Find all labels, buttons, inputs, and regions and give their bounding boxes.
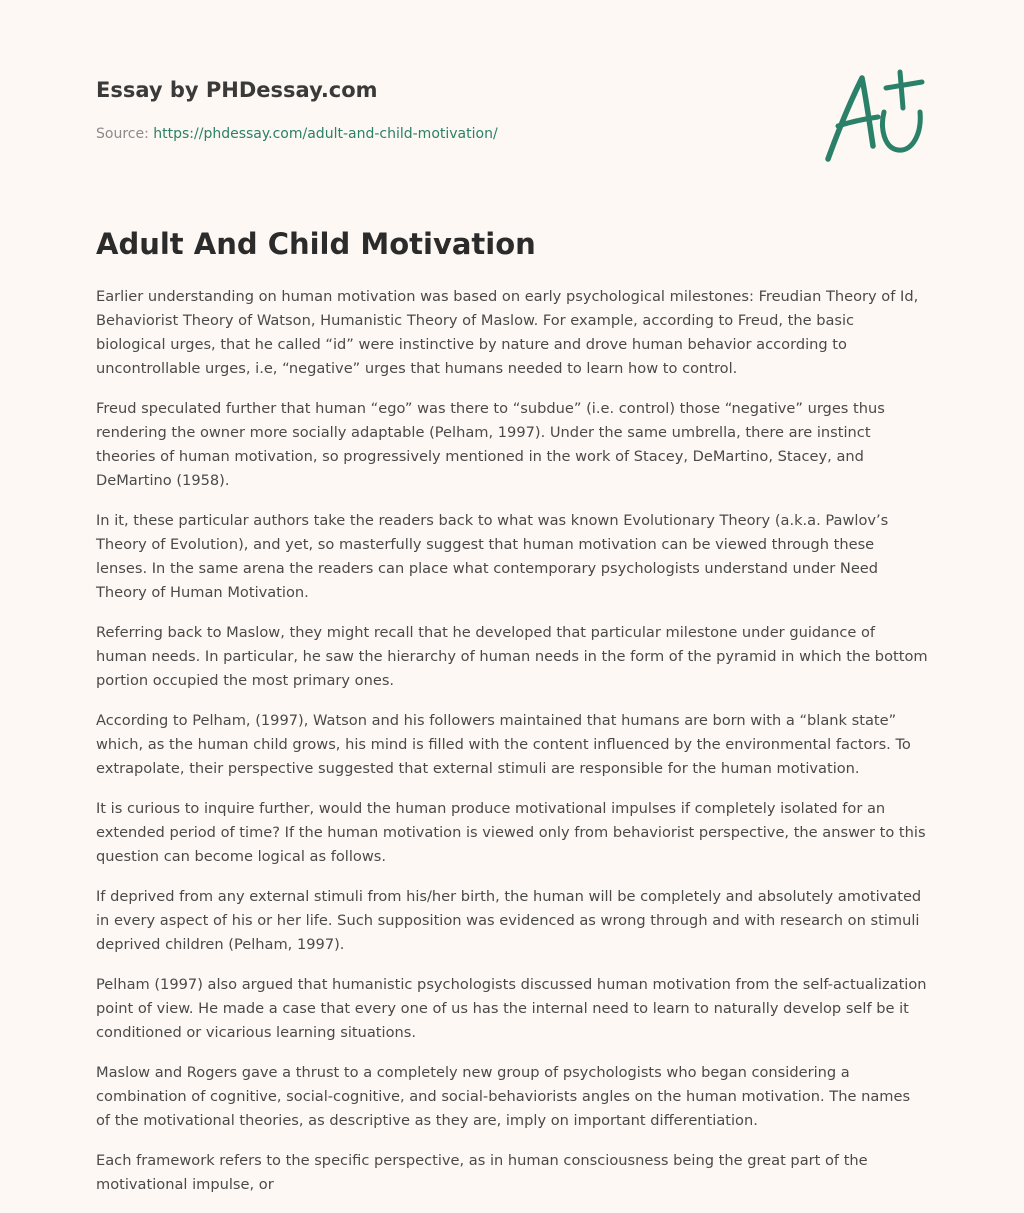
- site-brand: Essay by PHDessay.com: [96, 78, 378, 102]
- essay-body: [96, 285, 928, 1213]
- essay-header: [96, 76, 796, 144]
- essay-paragraph: Maslow and Rogers gave a thrust to a completely new group of psychologists who began considering a combination of cognitive, social-cognitive, and social-behaviorists angles on the human motivation. The names of the motivational theories, as descriptive as they are, imply on important differentiation.: [96, 1064, 911, 1129]
- essay-title: Adult And Child Motivation: [96, 227, 536, 261]
- a-plus-grade-logo-icon: [818, 64, 930, 168]
- essay-paragraph: According to Pelham, (1997), Watson and his followers maintained that humans are born with a “blank state” which, as the human child grows, his mind is filled with the content influenced by the environmental factors. To extrapolate, their perspective suggested that external stimuli are responsible for the human motivation.: [96, 712, 911, 777]
- a-plus-logo-svg: [818, 64, 930, 168]
- essay-paragraph: Referring back to Maslow, they might recall that he developed that particular milestone under guidance of human needs. In particular, he saw the hierarchy of human needs in the form of the pyramid in which the bottom portion occupied the most primary ones.: [96, 624, 928, 689]
- source-label: Source:: [96, 126, 154, 142]
- essay-paragraph: Pelham (1997) also argued that humanistic psychologists discussed human motivation from the self-actualization point of view. He made a case that every one of us has the internal need to learn to naturally develop self be it conditioned or vicarious learning situations.: [96, 976, 927, 1041]
- source-link[interactable]: https://phdessay.com/adult-and-child-motivation/: [153, 126, 498, 142]
- essay-paragraph: Each framework refers to the specific perspective, as in human consciousness being the great part of the motivational impulse, or: [96, 1152, 868, 1193]
- essay-paragraph: It is curious to inquire further, would the human produce motivational impulses if completely isolated for an extended period of time? If the human motivation is viewed only from behaviorist perspective, the answer to this question can become logical as follows.: [96, 800, 926, 865]
- source-line: [96, 124, 796, 144]
- essay-paragraph: Earlier understanding on human motivation was based on early psychological milestones: Freudian Theory of Id, Behaviorist Theory of Watson, Humanistic Theory of Maslow. For example, according to Freud, the basic biological urges, that he called “id” were instinctive by nature and drove human behavior according to uncontrollable urges, i.e, “negative” urges that humans needed to learn how to control.: [96, 288, 919, 377]
- essay-paragraph: Freud speculated further that human “ego” was there to “subdue” (i.e. control) those “negative” urges thus rendering the owner more socially adaptable (Pelham, 1997). Under the same umbrella, there are instinct theories of human motivation, so progressively mentioned in the work of Stacey, DeMartino, Stacey, and DeMartino (1958).: [96, 400, 885, 489]
- essay-paragraph: In it, these particular authors take the readers back to what was known Evolutionary Theory (a.k.a. Pawlov’s Theory of Evolution), and yet, so masterfully suggest that human motivation can be viewed through these lenses. In the same arena the readers can place what contemporary psychologists understand under Need Theory of Human Motivation.: [96, 512, 889, 601]
- essay-paragraph: If deprived from any external stimuli from his/her birth, the human will be completely and absolutely amotivated in every aspect of his or her life. Such supposition was evidenced as wrong through and with research on stimuli deprived children (Pelham, 1997).: [96, 888, 922, 953]
